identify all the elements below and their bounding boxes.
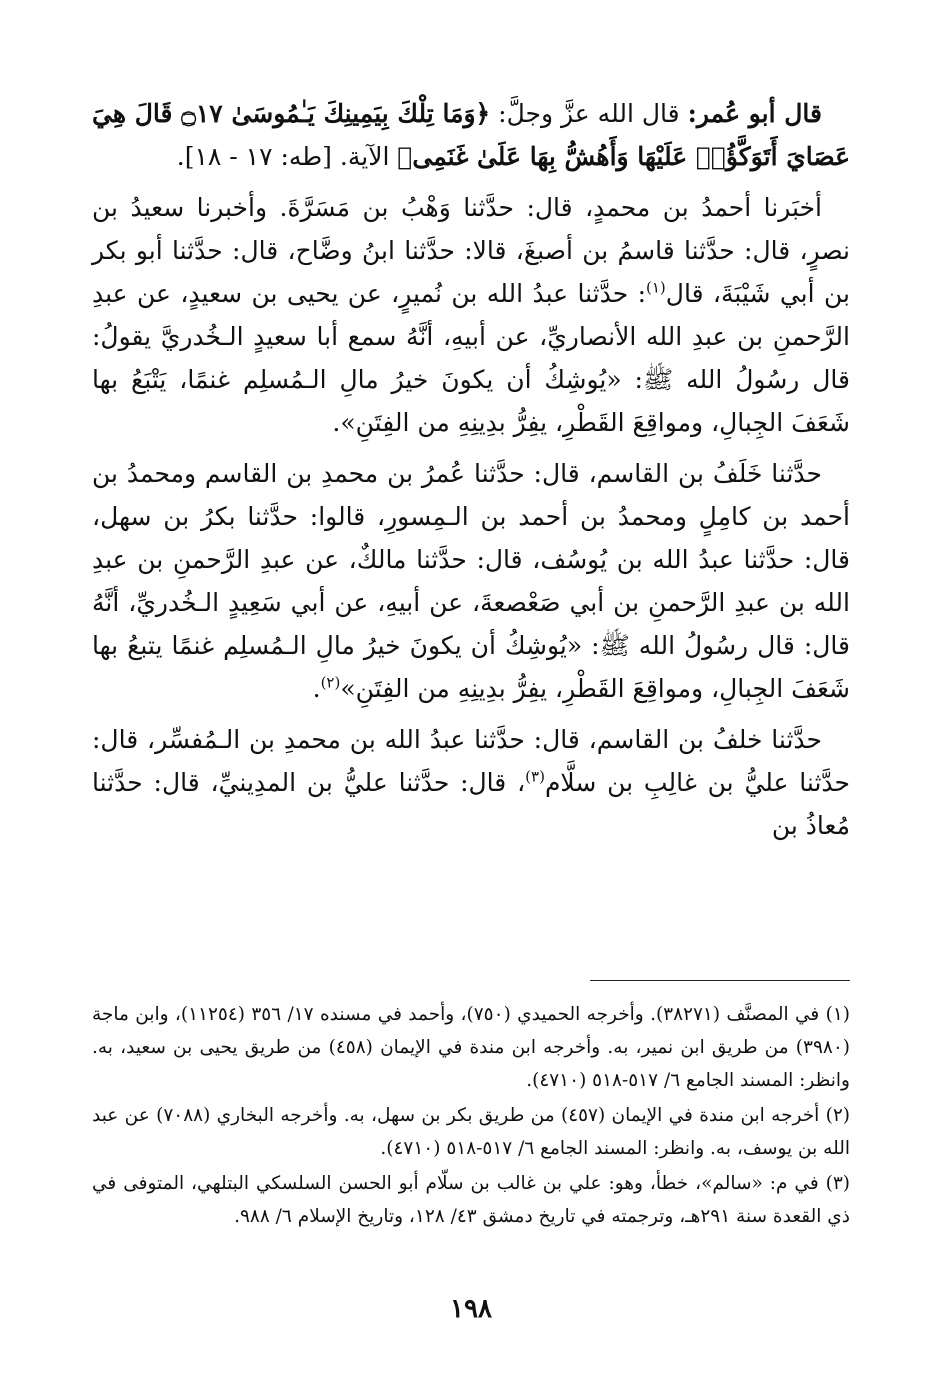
footnote-mark-3[interactable]: (٣) (525, 767, 545, 786)
footnote-3: (٣) في م: «سالم»، خطأ، وهو: علي بن غالب بن سلّام أبو الحسن السلسكي البتلهي، المتوفى في ذي القعدة سنة ٢٩١هـ، وترجمته في تاريخ دمشق ٤٣/ ١٢٨، وتاريخ الإسلام ٦/ ٩٨٨. (92, 1173, 850, 1227)
quran-intro: قال الله عزَّ وجلَّ: (498, 99, 680, 128)
footnote-divider (590, 980, 850, 981)
paragraph-1 (92, 92, 850, 178)
main-text (92, 92, 850, 855)
paragraph-3-tail: . (312, 674, 321, 703)
footnote-2: (٢) أخرجه ابن مندة في الإيمان (٤٥٧) من طريق بكر بن سهل، به. وأخرجه البخاري (٧٠٨٨) عن عبد الله بن يوسف، به. وانظر: المسند الجامع ٦/ ٥١٧-٥١٨ (٤٧١٠). (92, 1105, 850, 1159)
quran-reference: الآية. [طه: ١٧ - ١٨]. (176, 142, 390, 171)
footnotes (92, 998, 850, 1235)
paragraph-4-text-a: حدَّثنا خلفُ بن القاسم، قال: حدَّثنا عبدُ الله بن محمدِ بن الـمُفسِّر، قال: حدَّثنا عليُّ بن غالِبِ بن سلَّام (92, 725, 850, 797)
paragraph-3 (92, 452, 850, 710)
paragraph-2-text-a: أخبَرنا أحمدُ بن محمدٍ، قال: حدَّثنا وَهْبُ بن مَسَرَّةَ. وأخبرنا سعيدُ بن نصرٍ، قال: حدَّثنا قاسمُ بن أصبغَ، قالا: حدَّثنا ابنُ وضَّاح، قال: حدَّثنا أبو بكر بن أبي شَيْبَةَ، قال (92, 193, 850, 308)
paragraph-4-text-b: ، قال: حدَّثنا عليُّ بن المدِينيِّ، قال: حدَّثنا مُعاذُ بن (92, 768, 850, 840)
footnote-mark-1[interactable]: (١) (646, 278, 666, 297)
paragraph-3-text: حدَّثنا خَلَفُ بن القاسم، قال: حدَّثنا عُمرُ بن محمدِ بن القاسم ومحمدُ بن أحمد بن كامِلٍ ومحمدُ بن أحمد بن الـمِسورِ، قالوا: حدَّثنا بكرُ بن سهل، قال: حدَّثنا عبدُ الله بن يُوسُف، قال: حدَّثنا مالكٌ، عن عبدِ الرَّحمنِ بن عبدِ الله بن عبدِ الرَّحمنِ بن أبي صَعْصعةَ، عن أبيهِ، عن أبي سَعِيدٍ الـخُدريِّ، أنَّهُ قال: قال رسُولُ الله ﷺ: «يُوشِكُ أن يكونَ خيرُ مالِ الـمُسلِم غنمًا يتبعُ بها شَعَفَ الجِبالِ، ومواقِعَ القَطْرِ، يفِرُّ بدِينِهِ من الفِتَنِ» (92, 459, 850, 703)
footnote-mark-2[interactable]: (٢) (320, 673, 341, 692)
speaker: قال أبو عُمر: (687, 99, 822, 128)
page-number: ١٩٨ (450, 1294, 492, 1324)
quran-verse: ﴿وَمَا تِلْكَ بِيَمِينِكَ يَـٰمُوسَىٰ ۝١٧ قَالَ هِيَ عَصَايَ أَتَوَكَّؤُا۟ عَلَيْهَا وَأَهُشُّ بِهَا عَلَىٰ غَنَمِى﴾ (92, 99, 850, 171)
book-page (92, 92, 850, 1352)
paragraph-2-text-b: : حدَّثنا عبدُ الله بن نُميرٍ، عن يحيى بن سعيدٍ، عن عبدِ الرَّحمنِ بن عبدِ الله الأنصاريِّ، عن أبيهِ، أنَّهُ سمع أبا سعيدٍ الـخُدريَّ يقولُ: قال رسُولُ الله ﷺ: «يُوشِكُ أن يكونَ خيرُ مالِ الـمُسلِم غنمًا، يَتْبَعُ بها شَعَفَ الجِبالِ، ومواقِعَ القَطْرِ، يفِرُّ بدِينِهِ من الفِتَنِ». (92, 279, 850, 437)
footnote-1: (١) في المصنَّف (٣٨٢٧١). وأخرجه الحميدي (٧٥٠)، وأحمد في مسنده ١٧/ ٣٥٦ (١١٢٥٤)، وابن ماجة (٣٩٨٠) من طريق ابن نمير، به. وأخرجه ابن مندة في الإيمان (٤٥٨) من طريق يحيى بن سعيد، به. وانظر: المسند الجامع ٦/ ٥١٧-٥١٨ (٤٧١٠). (92, 1004, 850, 1091)
paragraph-2 (92, 186, 850, 444)
paragraph-4 (92, 718, 850, 847)
